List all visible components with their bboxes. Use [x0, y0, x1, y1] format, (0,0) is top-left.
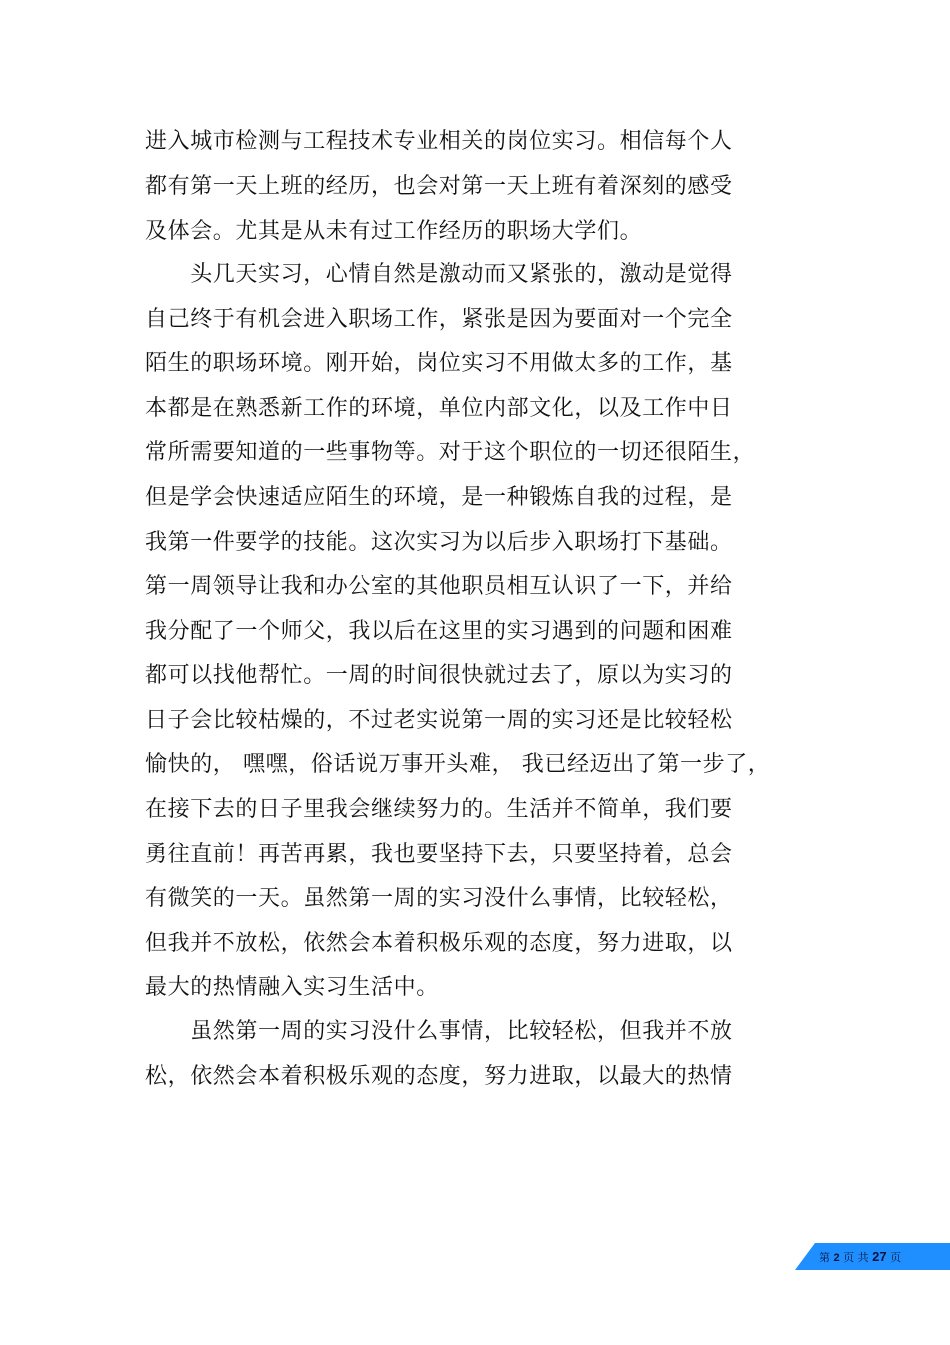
body-text-line: 勇往直前！再苦再累，我也要坚持下去，只要坚持着，总会: [145, 842, 733, 867]
body-text-line: 进入城市检测与工程技术专业相关的岗位实习。相信每个人: [145, 129, 733, 154]
body-text-line: 都有第一天上班的经历，也会对第一天上班有着深刻的感受: [145, 174, 733, 199]
body-text-line: 自己终于有机会进入职场工作，紧张是因为要面对一个完全: [145, 307, 733, 332]
page-mid-text: 页 共: [843, 1251, 869, 1264]
total-pages-number: 27: [872, 1249, 887, 1264]
body-text-line: 常所需要知道的一些事物等。对于这个职位的一切还很陌生，: [145, 440, 756, 465]
body-text-line: 本都是在熟悉新工作的环境，单位内部文化，以及工作中日: [145, 396, 733, 421]
body-text-line: 松，依然会本着积极乐观的态度，努力进取，以最大的热情: [145, 1064, 733, 1089]
body-text-line: 我第一件要学的技能。这次实习为以后步入职场打下基础。: [145, 530, 733, 555]
page-suffix: 页: [890, 1251, 902, 1264]
paragraph-start-line: 虽然第一周的实习没什么事情，比较轻松，但我并不放: [145, 1019, 733, 1044]
body-text-line: 我分配了一个师父，我以后在这里的实习遇到的问题和困难: [145, 619, 733, 644]
body-text-line: 第一周领导让我和办公室的其他职员相互认识了一下，并给: [145, 574, 733, 599]
page-prefix: 第: [819, 1251, 830, 1264]
body-text-line: 最大的热情融入实习生活中。: [145, 975, 439, 1000]
body-text-line: 都可以找他帮忙。一周的时间很快就过去了，原以为实习的: [145, 663, 733, 688]
body-text-line: 但是学会快速适应陌生的环境，是一种锻炼自我的过程，是: [145, 485, 733, 510]
body-text-line: 在接下去的日子里我会继续努力的。生活并不简单，我们要: [145, 797, 733, 822]
paragraph-start-line: 头几天实习，心情自然是激动而又紧张的，激动是觉得: [145, 262, 733, 287]
page-indicator: [819, 1246, 901, 1268]
body-text-line: 日子会比较枯燥的，不过老实说第一周的实习还是比较轻松: [145, 708, 733, 733]
body-text-line: 及体会。尤其是从未有过工作经历的职场大学们。: [145, 219, 643, 244]
body-text-line: 但我并不放松，依然会本着积极乐观的态度，努力进取，以: [145, 931, 733, 956]
body-text-line: 愉快的， 嘿嘿，俗话说万事开头难， 我已经迈出了第一步了，: [145, 752, 771, 777]
body-text-line: 陌生的职场环境。刚开始，岗位实习不用做太多的工作，基: [145, 351, 733, 376]
body-text-line: 有微笑的一天。虽然第一周的实习没什么事情，比较轻松，: [145, 886, 733, 911]
current-page-number: 2: [833, 1252, 840, 1264]
